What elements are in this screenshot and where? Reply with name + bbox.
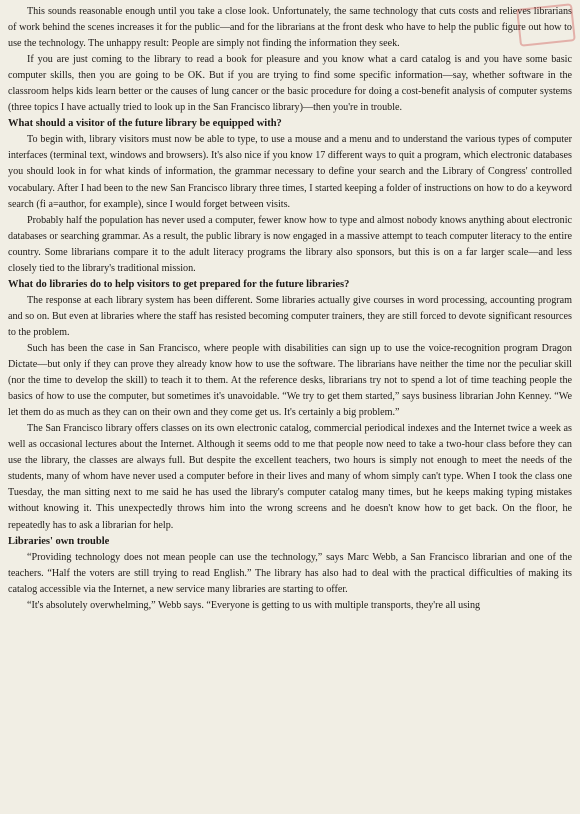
paragraph: If you are just coming to the library to read a book for pleasure and you know what a card catalog is and you have some basic computer skills, then you are going to be OK. But if you are trying to find some specific information—say, whether software in the classroom helps kids learn better or the causes of lung cancer or the basic procedure for doing a cost-benefit analysis of computer systems (three topics I have actually tried to look up in the San Francisco library)—then you're in trouble. xyxy=(8,54,572,114)
paragraph: The San Francisco library offers classes on its own electronic catalog, commercial periodical indexes and the Internet twice a week as well as occasional lectures about the Internet. Although it seems odd to me that people now need to take a two-hour class before they can use the library, the classes are always full. But despite the excellent teachers, two hours is simply not enough to meet the needs of the students, many of whom have never used a computer before in their lives and many of whom simply can't type. When I took the class one Tuesday, the man sitting next to me said he has used the library's computer catalog many times, but he keeps making typing mistakes without knowing it. This unexpectedly throws him into the wrong screens and he doesn't know how to get back. On the floor, he repeatedly has to ask a librarian for help. xyxy=(8,423,572,531)
paragraph: This sounds reasonable enough until you take a close look. Unfortunately, the same technology that cuts costs and relieves librarians of work behind the scenes increases it for the public—and for the librarians at the front desk who have to help the public figure out how to use the technology. The unhappy result: People are simply not finding the information they seek. xyxy=(8,6,572,50)
section-heading: Libraries' own trouble xyxy=(8,535,110,547)
section-heading: What should a visitor of the future library be equipped with? xyxy=(8,118,282,130)
red-stamp-mark xyxy=(516,3,576,47)
paragraph: “Providing technology does not mean people can use the technology,” says Marc Webb, a San Francisco librarian and one of the teachers. “Half the voters are still trying to read English.” The library has also had to deal with the practical difficulties of making its catalog accessible via the Internet, a new service many libraries are starting to offer. xyxy=(8,551,572,595)
paragraph: The response at each library system has been different. Some libraries actually give courses in word processing, accounting program and so on. But even at libraries where the staff has resisted becoming computer trainers, they are still forced to devote significant resources to the problem. xyxy=(8,294,572,338)
paragraph: “It's absolutely overwhelming,” Webb says. “Everyone is getting to us with multiple transports, they're all using xyxy=(27,599,481,611)
paragraph: Such has been the case in San Francisco, where people with disabilities can sign up to use the voice-recognition program Dragon Dictate—but only if they can prove they already know how to use the software. The librarians have neither the time nor the peculiar skill (nor the time to develop the skill) to teach it to them. At the reference desks, librarians try not to spend a lot of time teaching people the basics of how to use the computer, but sometimes it's unavoidable. “We try to get them started,” says business librarian John Kenney. “We let them do as much as they can on their own and they come get us. It's certainly a big problem.” xyxy=(8,342,572,419)
section-heading: What do libraries do to help visitors to get prepared for the future libraries? xyxy=(8,278,350,290)
paragraph: To begin with, library visitors must now be able to type, to use a mouse and a menu and to understand the various types of computer interfaces (terminal text, windows and browsers). It's also nice if you know 17 different ways to quit a program, which electronic databases you should look in for what kinds of information, the grammar necessary to define your search and the Library of Congress' controlled vocabulary. After I had been to the new San Francisco library three times, I started keeping a folder of instructions on how to do a keyword search (fi a=author, for example), since I would forget between visits. xyxy=(8,134,572,210)
paragraph: Probably half the population has never used a computer, fewer know how to type and almost nobody knows anything about electronic databases or searching grammar. As a result, the public library is now engaged in a massive attempt to teach computer literacy to the entire country. Some librarians compare it to the adult literacy programs the library also sponsors, but this is on a far larger scale—and less closely tied to the library's traditional mission. xyxy=(8,214,572,274)
